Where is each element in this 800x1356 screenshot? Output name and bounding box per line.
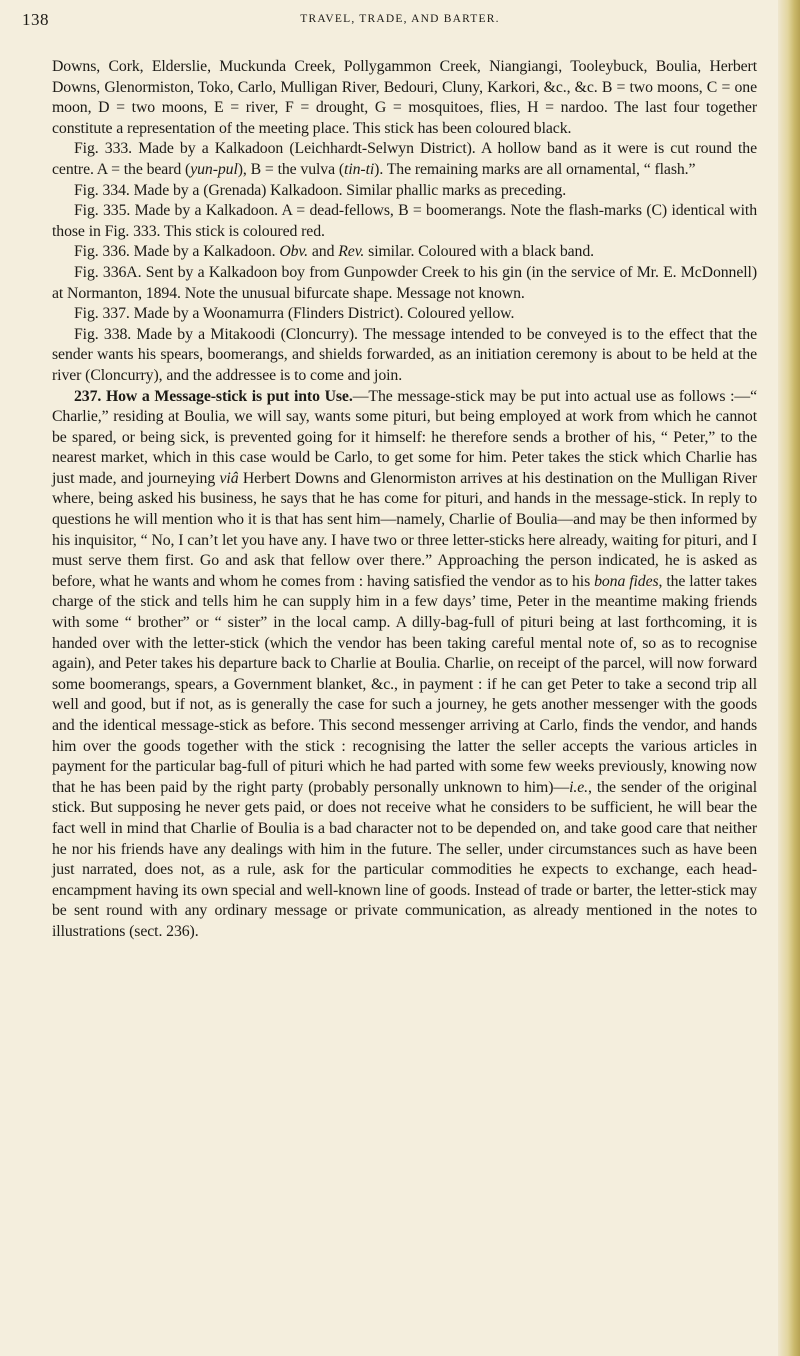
running-title: TRAVEL, TRADE, AND BARTER. bbox=[300, 13, 500, 25]
italic-term: Obv. bbox=[279, 243, 309, 261]
text-run: Fig. 336. Made by a Kalkadoon. bbox=[74, 243, 280, 261]
paragraph-fig-338: Fig. 338. Made by a Mitakoodi (Cloncurry). The message intended to be conveyed is to the effect that the sender wants his spears, boomerangs, and shields forwarded, as an initiation ceremony is about to be held at the river (Cloncurry), and the addressee is to come and join. bbox=[52, 325, 757, 384]
text-run: and bbox=[308, 243, 339, 261]
text-run: —The message-stick may be put into actual use as follows :—“ Charlie,” residing at Boulia, we will say, wants some pituri, but being employed at work from which he cannot be spared, or being sick, is prevented going for it himself: he therefore sends a brother of his, “ Peter,” to the nearest market, which in this case would be Carlo, to get some for him. Peter takes the stick which Charlie has just made, and journeying bbox=[52, 387, 758, 487]
text-run: , the latter takes charge of the stick and tells him he can supply him in a few days’ time, Peter in the meantime making friends with some “ brother” or “ sister” in the local camp. A dilly-bag-full of pituri being at last forthcoming, it is handed over with the letter-stick (which the vendor has been taking careful mental note of, so as to recognise again), and Peter takes his departure back to Charlie at Boulia. Charlie, on receipt of the parcel, will now forward some boomerangs, spears, a Government blanket, &c., in payment : if he can get Peter to take a second trip all well and good, but if not, as is generally the case for such a journey, he gets another messenger with the goods and the identical message-stick as before. This second messenger arriving at Carlo, finds the vendor, and hands him over the goods together with the stick : recognising the latter the seller accepts the various articles in payment for the particular bag-full of pituri which he had parted with some few weeks previously, knowing now that he has been paid by the right party (probably personally unknown to him)— bbox=[52, 572, 757, 796]
paragraph-continuation: Downs, Cork, Elderslie, Muckunda Creek, Pollygammon Creek, Niangiangi, Tooleybuck, Boulia, Herbert Downs, Glenormiston, Toko, Carlo, Mulligan River, Bedouri, Cluny, Karkori, &c., &c. B = two moons, C = one moon, D = two moons, E = river, F = drought, G = mosquitoes, flies, H = nardoo. The last four together constitute a representation of the meeting place. This stick has been coloured black. bbox=[52, 58, 757, 137]
paragraph-fig-335: Fig. 335. Made by a Kalkadoon. A = dead-fellows, B = boomerangs. Note the flash-marks (C) identical with those in Fig. 333. This stick is coloured red. bbox=[52, 202, 757, 240]
text-run: Fig. 333. Made by a Kalkadoon (Leichhardt-Selwyn District). A hollow band as it were is cut round the centre. A = the beard ( bbox=[52, 140, 757, 178]
text-run: ), B = the vulva ( bbox=[237, 160, 345, 178]
italic-term: tin-ti bbox=[344, 160, 375, 178]
italic-term: bona fides bbox=[594, 572, 659, 590]
page-header bbox=[0, 10, 800, 34]
paragraph-fig-333 bbox=[52, 139, 757, 180]
text-run: Herbert Downs and Glenormiston arrives at his destination on the Mulligan River where, being asked his business, he says that he has come for pituri, and hands in the message-stick. In reply to questions he will mention who it is that has sent him—namely, Charlie of Boulia—and may be then informed by his inquisitor, “ No, I can’t let you have any. I have two or three letter-sticks here already, waiting for pituri, and I must serve them first. Go and ask that fellow over there.” Approaching the person indicated, he is asked as before, what he wants and whom he comes from : having satisfied the vendor as to his bbox=[52, 469, 757, 590]
text-run: similar. Coloured with a black band. bbox=[364, 243, 594, 261]
paragraph-fig-336a: Fig. 336A. Sent by a Kalkadoon boy from Gunpowder Creek to his gin (in the service of Mr. E. McDonnell) at Normanton, 1894. Note the unusual bifurcate shape. Message not known. bbox=[52, 263, 757, 302]
page-body bbox=[52, 57, 757, 943]
italic-term: i.e. bbox=[569, 778, 588, 796]
section-heading: 237. How a Message-stick is put into Use. bbox=[74, 387, 353, 405]
italic-term: yun-pul bbox=[190, 160, 238, 178]
paragraph-fig-334: Fig. 334. Made by a (Grenada) Kalkadoon. Similar phallic marks as preceding. bbox=[74, 181, 567, 199]
page-edge-shadow bbox=[778, 0, 800, 1356]
text-run: , the sender of the original stick. But supposing he never gets paid, or does not receive what he considers to be sufficient, he will bear the fact well in mind that Charlie of Boulia is a bad character not to be depended on, and take good care that neither he nor his friends have any dealings with him in the future. The seller, under circumstances such as have been just narrated, does not, as a rule, ask for the particular commodities he expects to exchange, each head-encampment having its own special and well-known line of goods. Instead of trade or barter, the letter-stick may be sent round with any ordinary message or private communication, as already mentioned in the notes to illustrations (sect. 236). bbox=[52, 778, 757, 940]
italic-term: viâ bbox=[219, 469, 239, 487]
text-run: ). The remaining marks are all ornamental, “ flash.” bbox=[374, 160, 696, 178]
paragraph-fig-337: Fig. 337. Made by a Woonamurra (Flinders District). Coloured yellow. bbox=[74, 305, 515, 323]
paragraph-fig-336 bbox=[52, 242, 757, 263]
page-number: 138 bbox=[22, 10, 49, 29]
italic-term: Rev. bbox=[338, 243, 365, 261]
section-237-paragraph bbox=[52, 387, 757, 943]
